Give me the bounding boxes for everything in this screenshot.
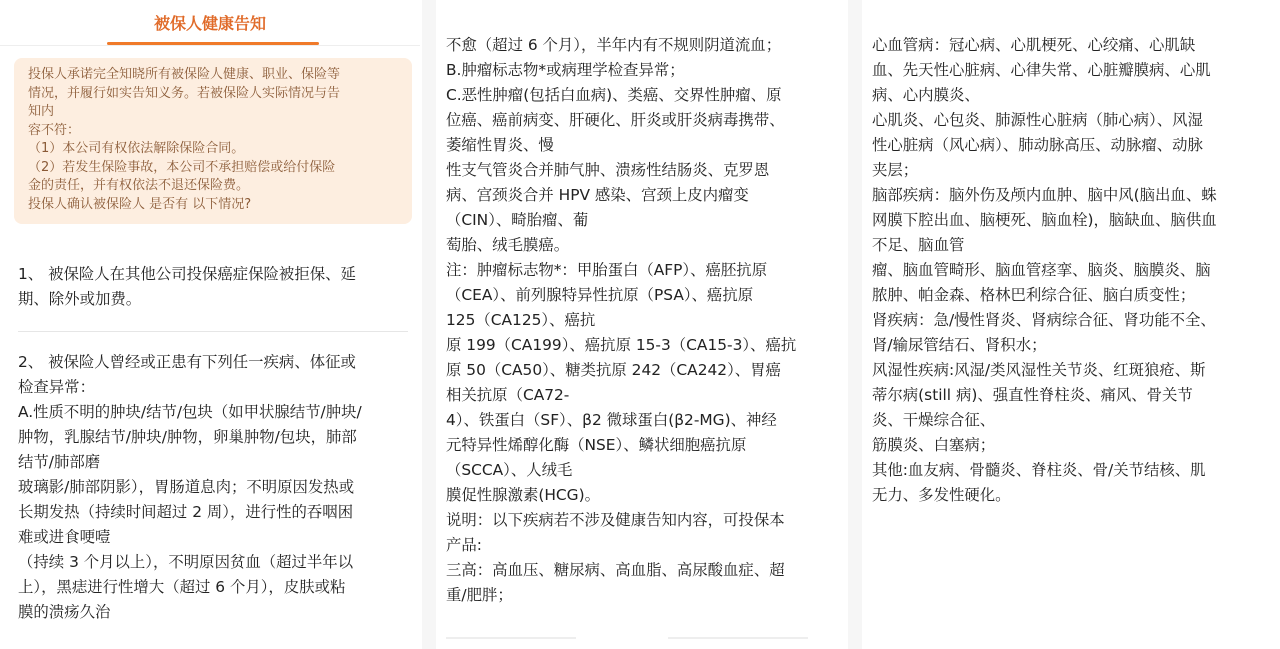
text-line: 性心脏病（风心病）、肺动脉高压、动脉瘤、动脉: [872, 136, 1203, 154]
text-line: B.肿瘤标志物*或病理学检查异常；: [446, 61, 685, 79]
text-line: 网膜下腔出血、脑梗死、脑血栓)，脑缺血、脑供血: [872, 211, 1217, 229]
text-line: 无力、多发性硬化。: [872, 486, 1011, 504]
text-line: 产品:: [446, 536, 482, 554]
text-line: 其他:血友病、骨髓炎、脊柱炎、骨/关节结核、肌: [872, 461, 1206, 479]
text-line: 血、先天性心脏病、心律失常、心脏瓣膜病、心肌: [872, 61, 1211, 79]
question-line: 玻璃影/肺部阴影），胃肠道息肉；不明原因发热或: [18, 478, 355, 496]
text-line: 不愈（超过 6 个月），半年内有不规则阴道流血；: [446, 36, 782, 54]
question-line: 检查异常：: [18, 378, 95, 396]
text-line: 萎缩性胃炎、慢: [446, 136, 554, 154]
screen-middle: [436, 0, 848, 649]
text-line: C.恶性肿瘤(包括白血病)、类癌、交界性肿瘤、原: [446, 86, 782, 104]
text-line: 筋膜炎、白塞病；: [872, 436, 996, 454]
text-line: （CIN）、畸胎瘤、葡: [446, 211, 589, 229]
screen-left: [0, 0, 420, 649]
notice-line: （1）本公司有权依法解除保险合同。: [28, 141, 245, 156]
text-line: 肾疾病：急/慢性肾炎、肾病综合征、肾功能不全、: [872, 311, 1216, 329]
question-line: 膜的溃疡久治: [18, 603, 111, 621]
notice-line: 金的责任，并有权依法不退还保险费。: [28, 178, 250, 193]
screen-right: [862, 0, 1280, 649]
text-line: 性支气管炎合并肺气肿、溃疡性结肠炎、克罗恩: [446, 161, 770, 179]
excluded-diseases-list: [872, 33, 1272, 508]
text-line: 注：肿瘤标志物*：甲胎蛋白（AFP）、癌胚抗原: [446, 261, 768, 279]
disease-list-continued: [446, 33, 844, 608]
question-line: 长期发热（持续时间超过 2 周），进行性的吞咽困: [18, 503, 354, 521]
text-line: 三高：高血压、糖尿病、高血脂、高尿酸血症、超: [446, 561, 785, 579]
text-line: 125（CA125）、癌抗: [446, 311, 596, 329]
text-line: 膜促性腺激素(HCG)。: [446, 486, 600, 504]
notice-line: 投保人确认被保险人 是否有 以下情况?: [28, 196, 252, 212]
question-line: 结节/肺部磨: [18, 453, 101, 471]
text-line: 脓肿、帕金森、格林巴利综合征、脑白质变性；: [872, 286, 1196, 304]
question-line: 2、 被保险人曾经或正患有下列任一疾病、体征或: [18, 353, 356, 371]
question-line: 难或进食哽噎: [18, 528, 111, 546]
text-line: 重/肥胖；: [446, 586, 513, 604]
question-line: 上），黑痣进行性增大（超过 6 个月），皮肤或粘: [18, 578, 346, 596]
header-divider: [0, 45, 420, 46]
question-line: 1、 被保险人在其他公司投保癌症保险被拒保、延: [18, 265, 356, 283]
column-separator: [422, 0, 436, 649]
page-title: 被保人健康告知: [153, 14, 266, 33]
text-line: （SCCA）、人绒毛: [446, 461, 573, 479]
text-line: 肾/输尿管结石、肾积水；: [872, 336, 1047, 354]
notice-line: 投保人承诺完全知晓所有被保险人健康、职业、保险等: [28, 67, 341, 82]
text-line: 位癌、癌前病变、肝硬化、肝炎或肝炎病毒携带、: [446, 111, 785, 129]
text-line: 夹层；: [872, 161, 919, 179]
notice-line: （2）若发生保险事故，本公司不承担赔偿或给付保险: [28, 159, 336, 175]
question-line: 肿物，乳腺结节/肿块/肿物，卵巢肿物/包块，肺部: [18, 428, 357, 446]
notice-line: 情况，并履行如实告知义务。若被保险人实际情况与告: [28, 85, 341, 101]
commitment-notice: [14, 58, 412, 224]
text-line: 心肌炎、心包炎、肺源性心脏病（肺心病）、风湿: [872, 111, 1203, 129]
notice-line: 知内: [28, 104, 55, 119]
header-bar: [0, 0, 420, 46]
text-line: 脑部疾病：脑外伤及颅内血肿、脑中风(脑出血、蛛: [872, 186, 1217, 204]
question-line: （持续 3 个月以上），不明原因贫血（超过半年以: [18, 553, 354, 571]
question-divider: [18, 331, 408, 332]
text-line: 蒂尔病(still 病)、强直性脊柱炎、痛风、骨关节: [872, 386, 1193, 404]
text-line: 瘤、脑血管畸形、脑血管痉挛、脑炎、脑膜炎、脑: [872, 261, 1211, 279]
question-line: 期、除外或加费。: [18, 290, 142, 308]
text-line: 原 199（CA199）、癌抗原 15-3（CA15-3）、癌抗: [446, 336, 797, 354]
text-line: 病、心内膜炎、: [872, 86, 980, 104]
text-line: 相关抗原（CA72-: [446, 386, 570, 404]
text-line: 说明：以下疾病若不涉及健康告知内容，可投保本: [446, 511, 785, 529]
text-line: 不足、脑血管: [872, 236, 965, 254]
text-line: 炎、干燥综合征、: [872, 411, 996, 429]
notice-line: 容不符：: [28, 122, 81, 138]
text-line: 病、宫颈炎合并 HPV 感染、宫颈上皮内瘤变: [446, 186, 749, 204]
text-line: 原 50（CA50）、糖类抗原 242（CA242）、胃癌: [446, 361, 781, 379]
column-separator: [848, 0, 862, 649]
text-line: （CEA）、前列腺特异性抗原（PSA）、癌抗原: [446, 286, 754, 304]
question-2[interactable]: [18, 350, 414, 625]
question-line: A.性质不明的肿块/结节/包块（如甲状腺结节/肿块/: [18, 403, 362, 421]
text-line: 4）、铁蛋白（SF）、β2 微球蛋白(β2-MG)、神经: [446, 411, 777, 429]
bottom-divider: [668, 637, 808, 639]
text-line: 心血管病：冠心病、心肌梗死、心绞痛、心肌缺: [872, 36, 1196, 54]
text-line: 萄胎、绒毛膜癌。: [446, 236, 570, 254]
text-line: 元特异性烯醇化酶（NSE）、鳞状细胞癌抗原: [446, 436, 747, 454]
text-line: 风湿性疾病:风湿/类风湿性关节炎、红斑狼疮、斯: [872, 361, 1206, 379]
question-1[interactable]: [18, 262, 414, 312]
bottom-divider: [446, 637, 576, 639]
